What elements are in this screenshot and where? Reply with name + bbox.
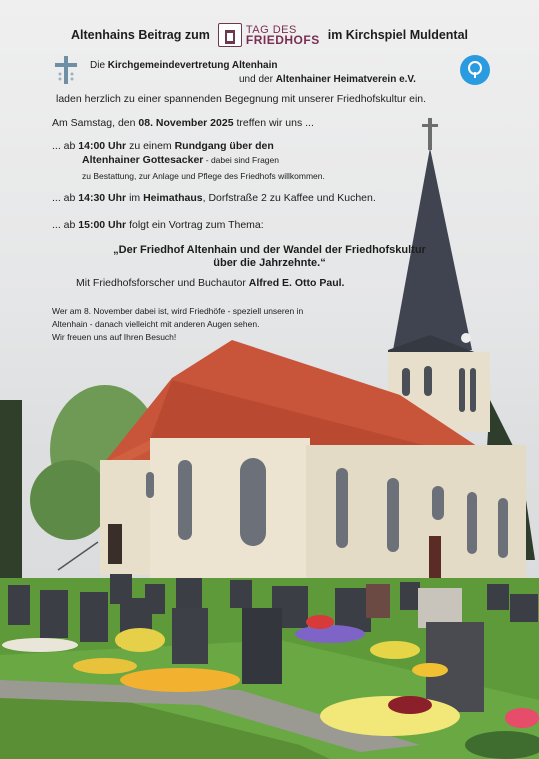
intro-line2: und der Altenhainer Heimatverein e.V. [239,74,416,85]
closing-line3: Wir freuen uns auf Ihren Besuch! [52,332,177,342]
speaker-line: Mit Friedhofsforscher und Buchautor Alfred E. Otto Paul. [76,277,345,289]
intro-line3: laden herzlich zu einer spannenden Begegnung mit unserer Friedhofskultur ein. [56,93,427,105]
item2-line: ... ab 14:30 Uhr im Heimathaus, Dorfstraße 2 zu Kaffee und Kuchen. [52,192,376,204]
church-cross-icon [52,56,80,88]
window [387,478,399,552]
church-wall-left [100,460,152,575]
date-line: Am Samstag, den 08. November 2025 treffen wir uns ... [52,117,314,129]
tag-des-friedhofs-logo [218,23,320,47]
gravestone [242,608,282,684]
intro-line1: Die Kirchgemeindevertretung Altenhain [90,60,278,71]
window [432,486,444,520]
logo-line1: TAG DES [245,24,297,36]
gravestone [172,608,208,664]
logo-line2: FRIEDHOFS [245,33,320,47]
header [0,18,539,52]
item1-line1: ... ab 14:00 Uhr zu einem Rundgang über den [52,140,274,152]
item3-line: ... ab 15:00 Uhr folgt ein Vortrag zum Thema: [52,219,264,231]
header-suffix: im Kirchspiel Muldental [327,28,469,42]
closing-line2: Altenhain - danach vielleicht mit anderen Augen sehen. [52,319,260,329]
heimatverein-icon [460,55,490,85]
window [240,458,266,546]
gravestone [366,584,390,618]
closing-line1: Wer am 8. November dabei ist, wird Friedhöfe - speziell unseren in [52,306,304,316]
window [467,492,477,554]
church-wall-front [150,438,310,578]
talk-title-line1: „Der Friedhof Altenhain und der Wandel der Friedhofskultur [113,244,426,256]
church-door [108,524,122,564]
tree-dark-left [0,400,22,590]
item1-line2: Altenhainer Gottesacker - dabei sind Fragen [82,154,279,166]
item1-line3: zu Bestattung, zur Anlage und Pflege des Friedhofs willkommen. [82,171,325,181]
window [498,498,508,558]
talk-title-line2: über die Jahrzehnte.“ [213,257,326,269]
church-door [429,536,441,578]
header-prefix: Altenhains Beitrag zum [70,28,210,42]
window [336,468,348,548]
spire-cross [428,118,432,150]
tree-left-small [30,460,110,540]
friedhof-logo-icon [218,23,242,47]
window [178,460,192,540]
